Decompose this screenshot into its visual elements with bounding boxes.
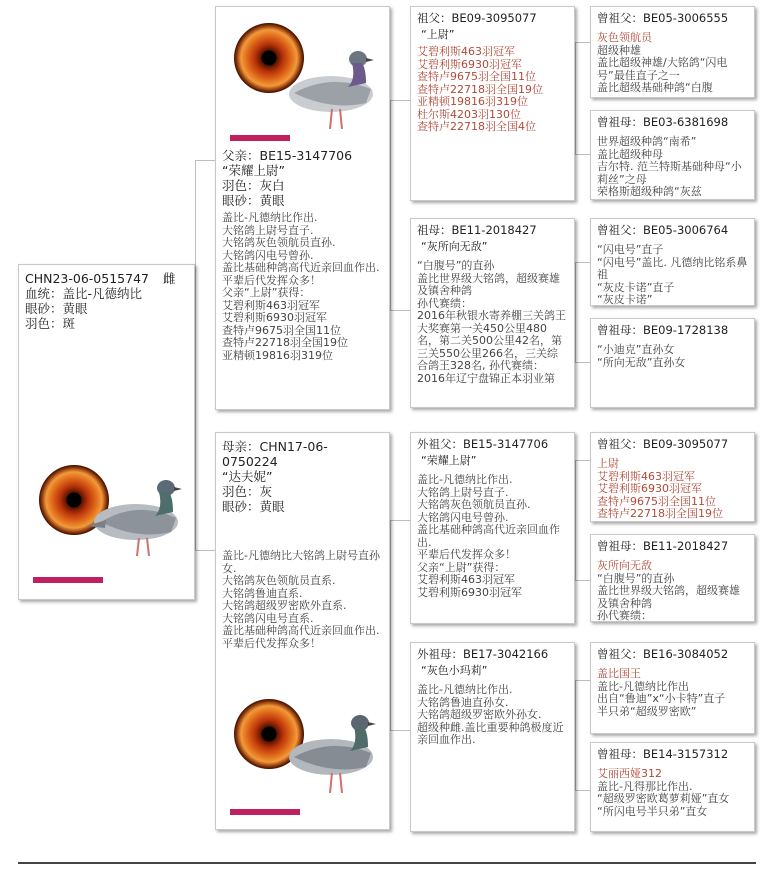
gg-ring: 曾祖母：BE09-1728138 <box>597 323 729 337</box>
dam-name: “达夫妮” <box>222 469 273 484</box>
great-granddam-card[interactable] <box>590 742 755 832</box>
dam-card[interactable] <box>215 432 390 830</box>
granddam-paternal-card[interactable] <box>410 218 575 408</box>
grandsire-ring: 祖父：BE09-3095077 <box>417 11 537 25</box>
connector <box>575 262 590 263</box>
grandsire-name: “上尉” <box>421 28 455 41</box>
gg-ring: 曾祖母：BE14-3157312 <box>597 747 729 761</box>
sire-feather: 羽色：灰白 <box>222 178 285 193</box>
connector <box>575 460 590 461</box>
gg-name: 盖比国王 <box>597 667 641 680</box>
connector <box>575 790 590 791</box>
granddam-notes: 盖比-凡德纳比作出. 大铭鸽鲁迪直孙女. 大铭鸽超级罗密欧外孙女. 超级种雌.盖比重要种鸽极度近亲回血作出. <box>417 683 564 746</box>
ring-tag <box>33 577 103 583</box>
gg-name: 上尉 <box>597 457 619 470</box>
grandsire-notes: 艾碧利斯463羽冠军 艾碧利斯6930羽冠军 查特卢9675羽全国11位 查特卢22718羽全国19位 亚精顿19816羽319位 杜尔斯4203羽130位 查特卢22718羽全国4位 <box>417 45 543 133</box>
great-grandsire-card[interactable] <box>590 432 755 522</box>
sire-ring: 父亲：BE15-3147706 <box>222 148 353 163</box>
gg-notes: 艾碧利斯463羽冠军 艾碧利斯6930羽冠军 查特卢9675羽全国11位 查特卢22718羽全国19位 <box>597 469 723 520</box>
connector <box>390 520 410 521</box>
connector <box>575 262 576 362</box>
ring-tag <box>230 135 290 141</box>
gg-ring: 曾祖父：BE05-3006764 <box>597 223 729 237</box>
connector <box>390 100 391 310</box>
gg-ring: 曾祖母：BE11-2018427 <box>597 539 729 553</box>
sex-label: 雌 <box>162 271 176 286</box>
sire-eye: 眼砂：黄眼 <box>222 193 285 208</box>
great-grandsire-card[interactable] <box>590 218 755 306</box>
gg-notes: 超级种雄 盖比超级神雄/大铭鸽“闪电号”最佳直子之一 盖比超级基础种鸽“白腹 <box>597 43 728 94</box>
connector <box>575 154 590 155</box>
great-grandsire-card[interactable] <box>590 6 755 98</box>
grandsire-name: “荣耀上尉” <box>421 454 477 467</box>
connector <box>575 580 590 581</box>
pigeon-photo <box>276 695 386 805</box>
connector <box>390 730 410 731</box>
granddam-maternal-card[interactable] <box>410 642 575 832</box>
connector <box>575 680 590 681</box>
connector <box>575 42 590 43</box>
granddam-name: “灰所向无敌” <box>421 240 488 253</box>
connector <box>390 520 391 730</box>
dam-notes: 盖比-凡德纳比大铭鸽上尉号直孙女. 大铭鸽灰色领航员直系. 大铭鸽鲁迪直系. 大铭鸽超级罗密欧外直系. 大铭鸽闪电号直系. 盖比基础种鸽高代近亲回血作出. 平辈后代发挥众多！ <box>222 549 380 650</box>
bottom-divider <box>18 862 756 864</box>
main-pigeon-card[interactable] <box>18 264 195 600</box>
pigeon-photo <box>81 460 191 570</box>
connector <box>195 550 215 551</box>
gg-notes: “小迪克”直孙女 “所向无敌”直孙女 <box>597 343 686 369</box>
connector <box>195 160 215 161</box>
gg-ring: 曾祖母：BE03-6381698 <box>597 115 729 129</box>
gg-name: 艾丽西娅312 <box>597 767 662 780</box>
connector <box>575 460 576 580</box>
eye-sand: 眼砂：黄眼 <box>25 301 88 316</box>
gg-notes: “白腹号”的直孙 盖比世界级大铭鸽，超级赛雄及镇舍种鸽 孙代赛绩： <box>597 571 740 622</box>
grandsire-maternal-card[interactable] <box>410 432 575 624</box>
dam-eye: 眼砂：黄眼 <box>222 499 285 514</box>
gg-ring: 曾祖父：BE16-3084052 <box>597 647 729 661</box>
gg-name: 灰色领航员 <box>597 31 652 44</box>
ring-number: CHN23-06-0515747 <box>25 271 149 286</box>
ring-tag <box>230 809 300 815</box>
granddam-ring: 外祖母：BE17-3042166 <box>417 647 549 661</box>
connector <box>390 100 410 101</box>
granddam-ring: 祖母：BE11-2018427 <box>417 223 537 237</box>
granddam-notes: “白腹号”的直孙 盖比世界级大铭鸽，超级赛雄及镇舍种鸽 孙代赛绩： 2016年秋银水寄养棚三关鸽王大奖赛第一关450公里480名，第二关500公里42名，第三关550公里266名，三关综合鸽王328名, 孙代赛绩： 2016年辽宁盘锦正本羽业第 <box>417 259 566 385</box>
great-grandsire-card[interactable] <box>590 642 755 734</box>
connector <box>390 310 410 311</box>
sire-card[interactable] <box>215 6 390 410</box>
great-granddam-card[interactable] <box>590 110 755 200</box>
connector <box>195 160 196 550</box>
feather-color: 羽色：斑 <box>25 316 76 331</box>
granddam-name: “灰色小玛莉” <box>421 664 488 677</box>
great-granddam-card[interactable] <box>590 318 755 408</box>
connector <box>575 362 590 363</box>
connector <box>575 42 576 154</box>
gg-name: 灰所向无敌 <box>597 559 652 572</box>
connector <box>575 680 576 790</box>
sire-notes: 盖比-凡德纳比作出. 大铭鸽上尉号直子. 大铭鸽灰色领航员直孙. 大铭鸽闪电号曾孙. 盖比基础种鸽高代近亲回血作出. 平辈后代发挥众多！ 父亲“上尉”获得： 艾碧利斯463羽冠军 艾碧利斯6930羽冠军 查特卢9675羽全国11位 查特卢22718羽全国19位 亚精顿19816羽319位 <box>222 211 380 362</box>
sire-name: “荣耀上尉” <box>222 163 285 178</box>
gg-notes: 盖比-凡德纳比作出 出自“鲁迪”x“小卡特”直子 半只弟“超级罗密欧” <box>597 679 726 718</box>
dam-feather: 羽色：灰 <box>222 484 273 499</box>
grandsire-ring: 外祖父：BE15-3147706 <box>417 437 549 451</box>
gg-notes: “闪电号”直子 “闪电号”盖比. 凡德纳比铭系鼻祖 “灰皮卡诺”直子 “灰皮卡诺” <box>597 243 748 306</box>
gg-notes: 盖比-凡得那比作出. “超级罗密欧葛萝莉娅”直女 “所闪电号半只弟”直女 <box>597 779 730 818</box>
grandsire-notes: 盖比-凡德纳比作出. 大铭鸽上尉号直子. 大铭鸽灰色领航员直孙. 大铭鸽闪电号曾孙. 盖比基础种鸽高代近亲回血作出. 平辈后代发挥众多！ 父亲“上尉”获得： 艾碧利斯463羽冠军 艾碧利斯6930羽冠军 <box>417 473 560 599</box>
gg-ring: 曾祖父：BE09-3095077 <box>597 437 729 451</box>
great-granddam-card[interactable] <box>590 534 755 622</box>
grandsire-paternal-card[interactable] <box>410 6 575 201</box>
dam-ring: 母亲：CHN17-06-0750224 <box>222 439 328 469</box>
pigeon-photo <box>276 29 386 139</box>
gg-ring: 曾祖父：BE05-3006555 <box>597 11 729 25</box>
gg-notes: 世界超级种鸽“南希” 盖比超级种母 吉尔特. 范兰特斯基础种母“小莉丝”之母 荣格斯超级种鸽“灰兹 <box>597 135 742 198</box>
bloodline: 血统：盖比-凡德纳比 <box>25 286 143 301</box>
